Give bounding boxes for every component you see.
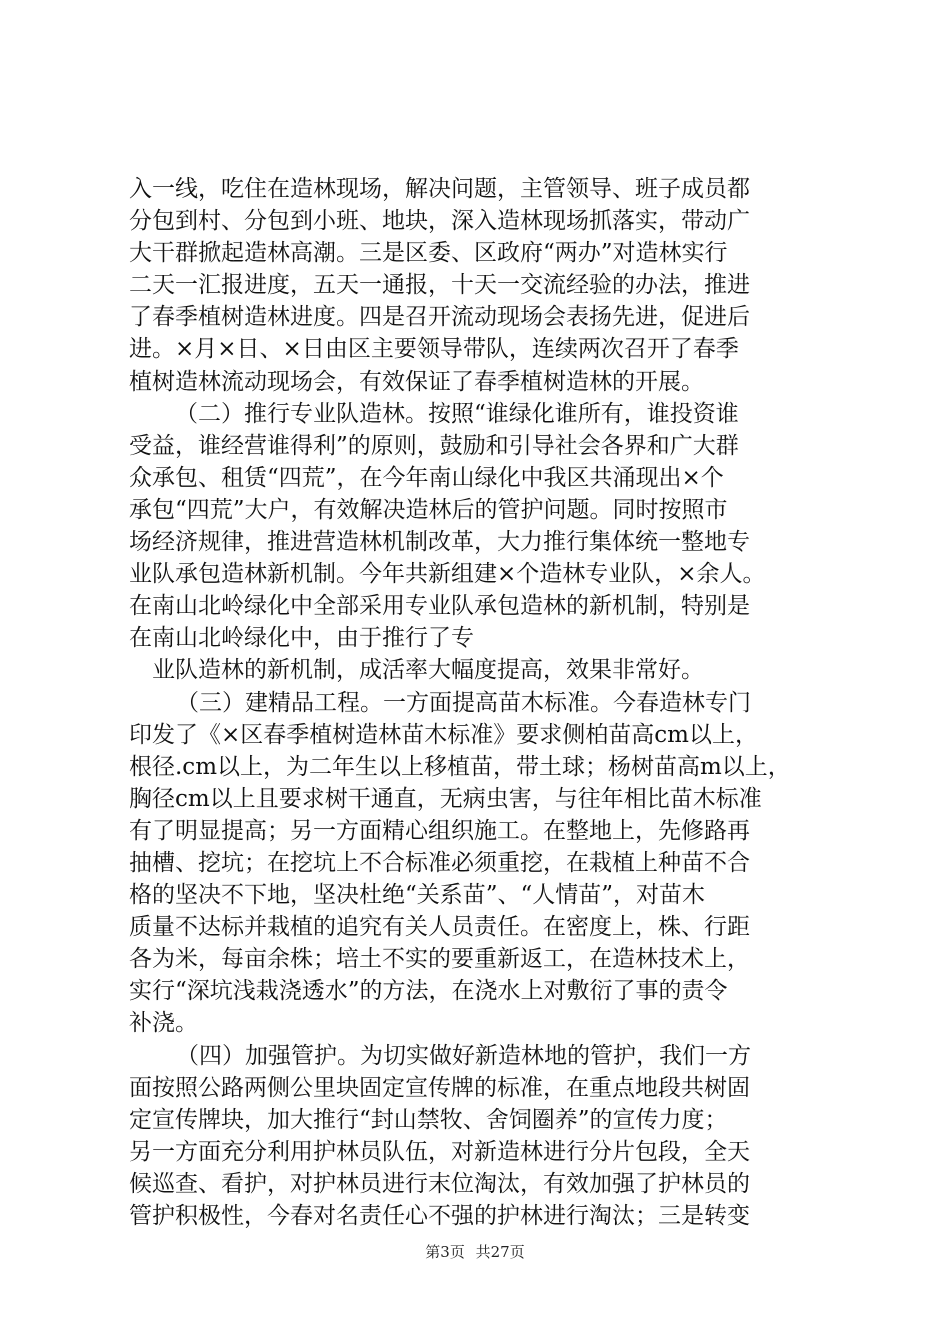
text-line: 印发了《×区春季植树造林苗木标准》要求侧柏苗高cm以上， [129, 721, 758, 748]
text-line: 分包到村、分包到小班、地块，深入造林现场抓落实，带动广 [129, 208, 750, 235]
text-line: 在南山北岭绿化中全部采用专业队承包造林的新机制，特别是 [129, 593, 750, 620]
paragraph-heading-line: （二）推行专业队造林。按照“谁绿化谁所有，谁投资谁 [175, 400, 739, 427]
text-line: 抽槽、挖坑；在挖坑上不合标准必须重挖，在栽植上种苗不合 [129, 849, 750, 876]
text-line: 业队承包造林新机制。今年共新组建×个造林专业队，×余人。 [129, 561, 766, 588]
text-line: 定宣传牌块，加大推行“封山禁牧、舍饲圈养”的宣传力度； [129, 1106, 728, 1133]
text-line: 胸径cm以上且要求树干通直，无病虫害，与往年相比苗木标准 [129, 785, 762, 812]
text-line: 实行“深坑浅栽浇透水”的方法，在浇水上对敷衍了事的责令 [129, 978, 728, 1005]
text-line: 管护积极性，今春对名责任心不强的护林进行淘汰；三是转变 [129, 1203, 750, 1229]
text-line: 补浇。 [129, 1010, 198, 1037]
page-number: 第3页 [425, 1243, 465, 1261]
text-line: 入一线，吃住在造林现场，解决问题，主管领导、班子成员都 [129, 176, 750, 202]
text-line: 格的坚决不下地，坚决杜绝“关系苗”、“人情苗”，对苗木 [129, 882, 706, 909]
text-line: 有了明显提高；另一方面精心组织施工。在整地上，先修路再 [129, 817, 750, 844]
text-line: 根径.cm以上，为二年生以上移植苗，带土球；杨树苗高m以上， [129, 753, 791, 780]
text-line: 承包“四荒”大户，有效解决造林后的管护问题。同时按照市 [129, 496, 728, 523]
text-line: 二天一汇报进度，五天一通报，十天一交流经验的办法，推进 [129, 272, 750, 299]
text-line: 面按照公路两侧公里块固定宣传牌的标准，在重点地段共树固 [129, 1074, 750, 1101]
text-line: 质量不达标并栽植的追究有关人员责任。在密度上，株、行距 [129, 914, 750, 941]
text-line: 业队造林的新机制，成活率大幅度提高，效果非常好。 [152, 657, 704, 684]
text-line: 候巡查、看护，对护林员进行末位淘汰，有效加强了护林员的 [129, 1170, 750, 1197]
text-line: 另一方面充分利用护林员队伍，对新造林进行分片包段，全天 [129, 1138, 750, 1165]
text-line: 各为米，每亩余株；培土不实的要重新返工，在造林技术上， [129, 946, 750, 973]
text-line: 受益，谁经营谁得利”的原则，鼓励和引导社会各界和广大群 [129, 432, 739, 459]
text-line: 了春季植树造林进度。四是召开流动现场会表扬先进，促进后 [129, 304, 750, 331]
text-line: 在南山北岭绿化中，由于推行了专 [129, 625, 474, 652]
body-text [129, 173, 835, 1232]
text-line: 众承包、租赁“四荒”，在今年南山绿化中我区共涌现出×个 [129, 464, 724, 491]
text-line: 植树造林流动现场会，有效保证了春季植树造林的开展。 [129, 368, 704, 395]
paragraph-heading-line: （三）建精品工程。一方面提高苗木标准。今春造林专门 [176, 689, 751, 716]
text-line: 进。×月×日、×日由区主要领导带队，连续两次召开了春季 [129, 336, 739, 363]
text-line: 大干群掀起造林高潮。三是区委、区政府“两办”对造林实行 [129, 240, 728, 267]
paragraph-heading-line: （四）加强管护。为切实做好新造林地的管护，我们一方 [176, 1042, 751, 1069]
page-total: 共27页 [475, 1243, 525, 1261]
text-line: 场经济规律，推进营造林机制改革，大力推行集体统一整地专 [129, 529, 750, 556]
page-footer [0, 1242, 950, 1262]
